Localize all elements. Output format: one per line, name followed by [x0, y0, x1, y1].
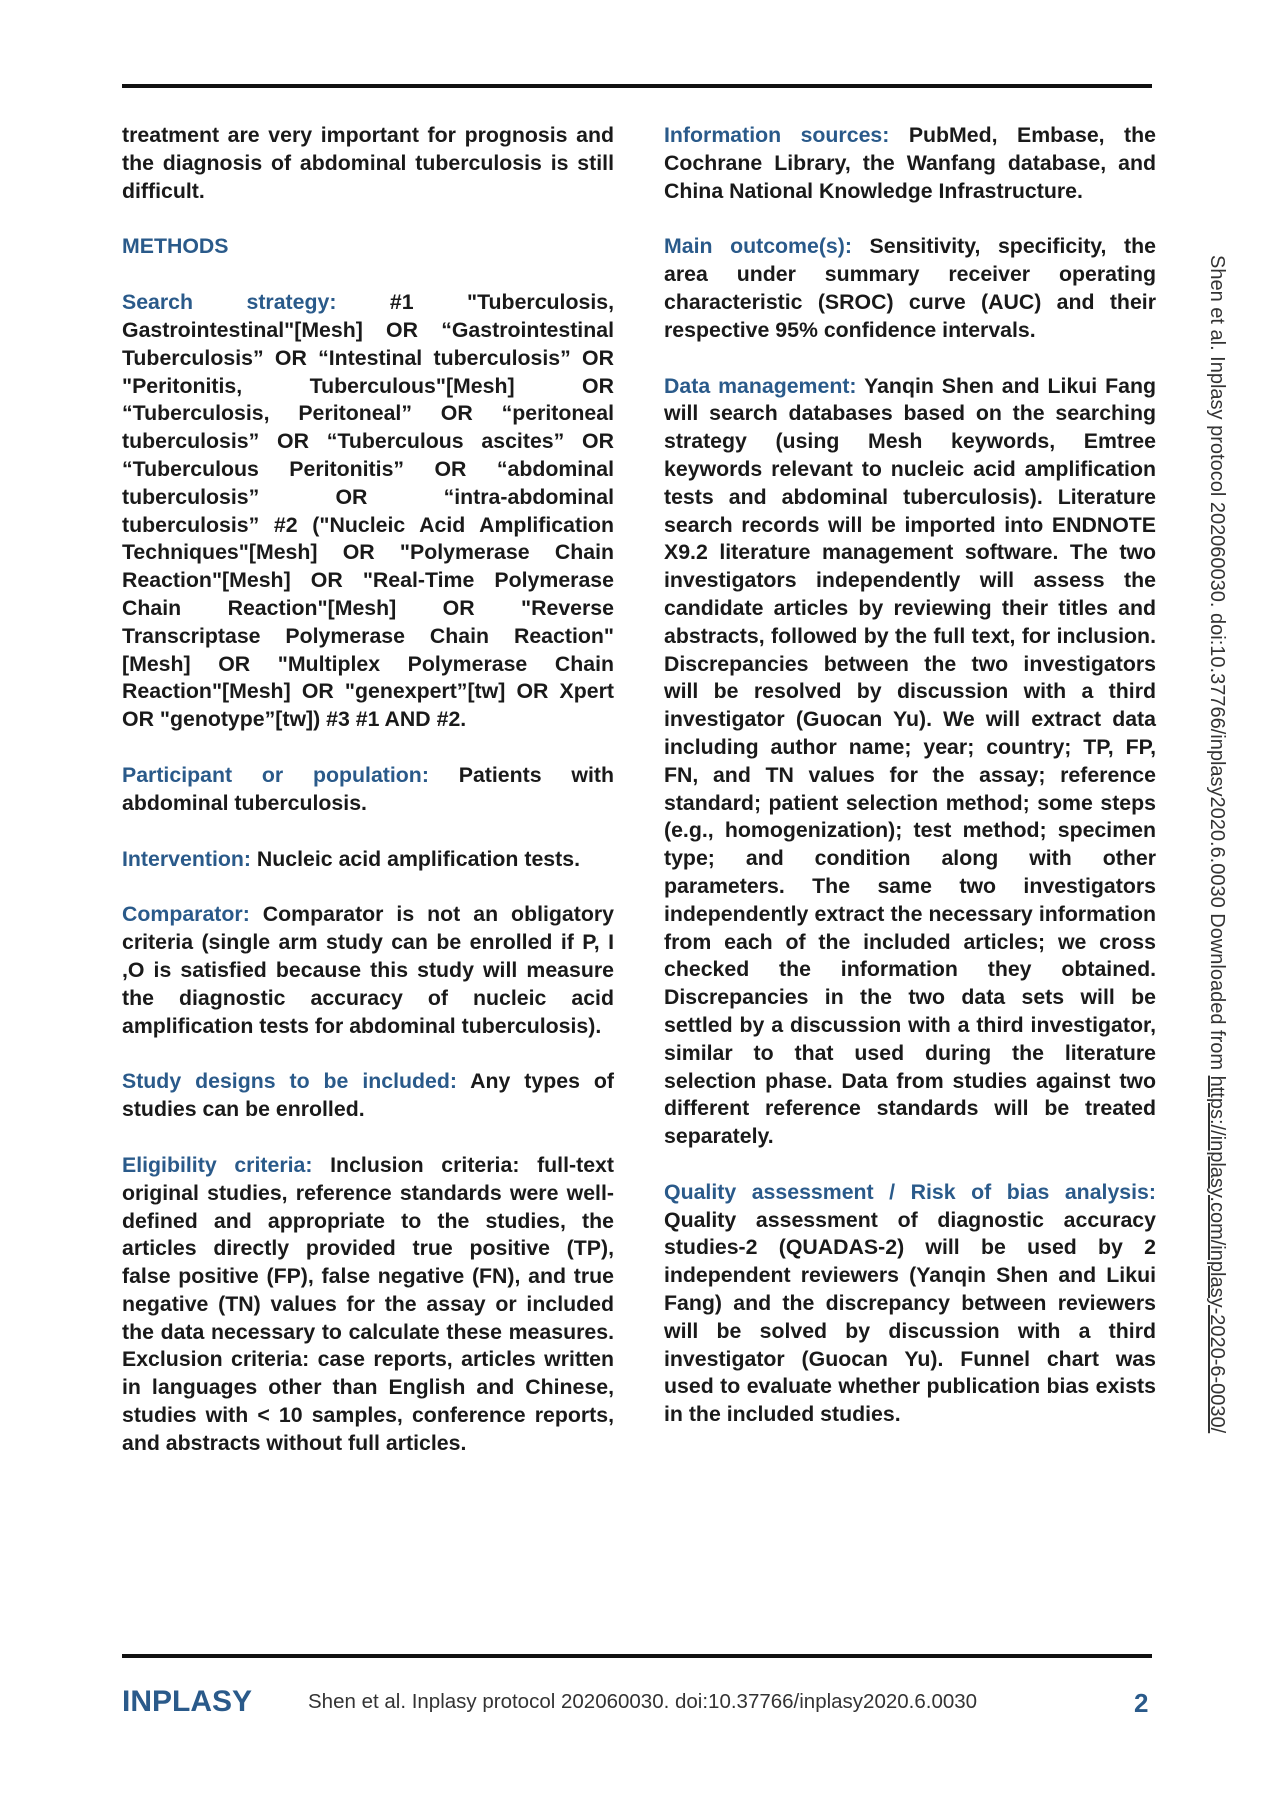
- main-outcome-section: [664, 233, 1156, 344]
- intervention-section: [122, 846, 614, 874]
- side-note-text: Shen et al. Inplasy protocol 202060030. doi:10.37766/inplasy2020.6.0030 Downloaded from: [1206, 255, 1228, 1071]
- eligibility-section: [122, 1152, 614, 1458]
- left-column: [122, 122, 614, 1486]
- participant-text: Patients with abdominal tuberculosis.: [122, 762, 615, 815]
- intervention-label: Intervention:: [122, 846, 251, 871]
- main-outcome-label: Main outcome(s):: [664, 234, 852, 259]
- side-note-link[interactable]: https://inplasy.com/inplasy-2020-6-0030/: [1206, 1075, 1228, 1434]
- data-management-section: [664, 373, 1156, 1151]
- quality-assessment-text: Quality assessment of diagnostic accuracy studies-2 (QUADAS-2) will be used by 2 independent reviewers (Yanqin Shen and Likui Fang) and the discrepancy between reviewers will be solved by discussion with a third investigator (Guocan Yu). Funnel chart was used to evaluate whether publication bias exists in the included studies.: [664, 1207, 1156, 1427]
- top-rule: [122, 84, 1152, 88]
- bottom-rule: [122, 1654, 1152, 1658]
- side-download-note: [1205, 255, 1228, 1555]
- quality-assessment-label: Quality assessment / Risk of bias analysis:: [664, 1179, 1156, 1204]
- comparator-text: Comparator is not an obligatory criteria (single arm study can be enrolled if P, I ,O is satisfied because this study will measure the diagnostic accuracy of nucleic acid amplification tests for abdominal tuberculosis).: [122, 902, 614, 1038]
- intro-paragraph: treatment are very important for prognosis and the diagnosis of abdominal tuberculosis is still difficult.: [122, 123, 614, 203]
- info-sources-label: Information sources:: [664, 123, 890, 147]
- eligibility-label: Eligibility criteria:: [122, 1152, 313, 1177]
- quality-assessment-section: [664, 1179, 1156, 1429]
- main-outcome-text: Sensitivity, specificity, the area under summary receiver operating characteristic (SROC) curve (AUC) and their respective 95% confidence intervals.: [664, 234, 1156, 342]
- participant-section: [122, 762, 614, 818]
- participant-label: Participant or population:: [122, 762, 429, 787]
- right-column: [664, 122, 1156, 1457]
- data-management-label: Data management:: [664, 373, 857, 398]
- footer-citation: Shen et al. Inplasy protocol 202060030. doi:10.37766/inplasy2020.6.0030: [308, 1690, 978, 1713]
- info-sources-section: [664, 122, 1156, 205]
- eligibility-text: Inclusion criteria: full-text original studies, reference standards were well-defined and appropriate to the studies, the articles directly provided true positive (TP), false positive (FP), false negative (FN), and true negative (TN) values for the assay or included the data necessary to calculate these measures. Exclusion criteria: case reports, articles written in languages other than English and Chinese, studies with < 10 samples, conference reports, and abstracts without full articles.: [122, 1152, 614, 1455]
- footer-brand-logo: INPLASY: [122, 1685, 253, 1718]
- comparator-section: [122, 901, 614, 1040]
- methods-heading: METHODS: [122, 234, 229, 259]
- study-designs-label: Study designs to be included:: [122, 1069, 457, 1094]
- search-strategy-label: Search strategy:: [122, 290, 337, 315]
- search-strategy-section: [122, 289, 614, 734]
- info-sources-text: PubMed, Embase, the Cochrane Library, the Wanfang database, and China National Knowledge Infrastructure.: [664, 123, 1156, 203]
- comparator-label: Comparator:: [122, 902, 250, 927]
- intervention-text: Nucleic acid amplification tests.: [256, 846, 580, 871]
- search-strategy-text: #1 "Tuberculosis, Gastrointestinal"[Mesh] OR “Gastrointestinal Tuberculosis” OR “Intestinal tuberculosis” OR "Peritonitis, Tuberculous"[Mesh] OR “Tuberculosis, Peritoneal” OR “peritoneal tuberculosis” OR “Tuberculous ascites” OR “Tuberculous Peritonitis” OR “abdominal tuberculosis” OR “intra-abdominal tuberculosis” #2 ("Nucleic Acid Amplification Techniques"[Mesh] OR "Polymerase Chain Reaction"[Mesh] OR "Real-Time Polymerase Chain Reaction"[Mesh] OR "Reverse Transcriptase Polymerase Chain Reaction"[Mesh] OR "Multiplex Polymerase Chain Reaction"[Mesh] OR "genexpert”[tw] OR Xpert OR "genotype”[tw]) #3 #1 AND #2.: [122, 290, 614, 732]
- study-designs-text: Any types of studies can be enrolled.: [122, 1069, 614, 1122]
- data-management-text: Yanqin Shen and Likui Fang will search databases based on the searching strategy (using Mesh keywords, Emtree keywords relevant to nucleic acid amplification tests and abdominal tuberculosis). Literature search records will be imported into ENDNOTE X9.2 literature management software. The two investigators independently will assess the candidate articles by reviewing their titles and abstracts, followed by the full text, for inclusion. Discrepancies between the two investigators will be resolved by discussion with a third investigator (Guocan Yu). We will extract data including author name; year; country; TP, FP, FN, and TN values for the assay; reference standard; patient selection method; some steps (e.g., homogenization); test method; specimen type; and condition along with other parameters. The same two investigators independently extract the necessary information from each of the included articles; we cross checked the information they obtained. Discrepancies in the two data sets will be settled by a discussion with a third investigator, similar to that used during the literature selection phase. Data from studies against two different reference standards will be treated separately.: [664, 373, 1156, 1149]
- page-number: 2: [1134, 1688, 1149, 1718]
- study-designs-section: [122, 1068, 614, 1124]
